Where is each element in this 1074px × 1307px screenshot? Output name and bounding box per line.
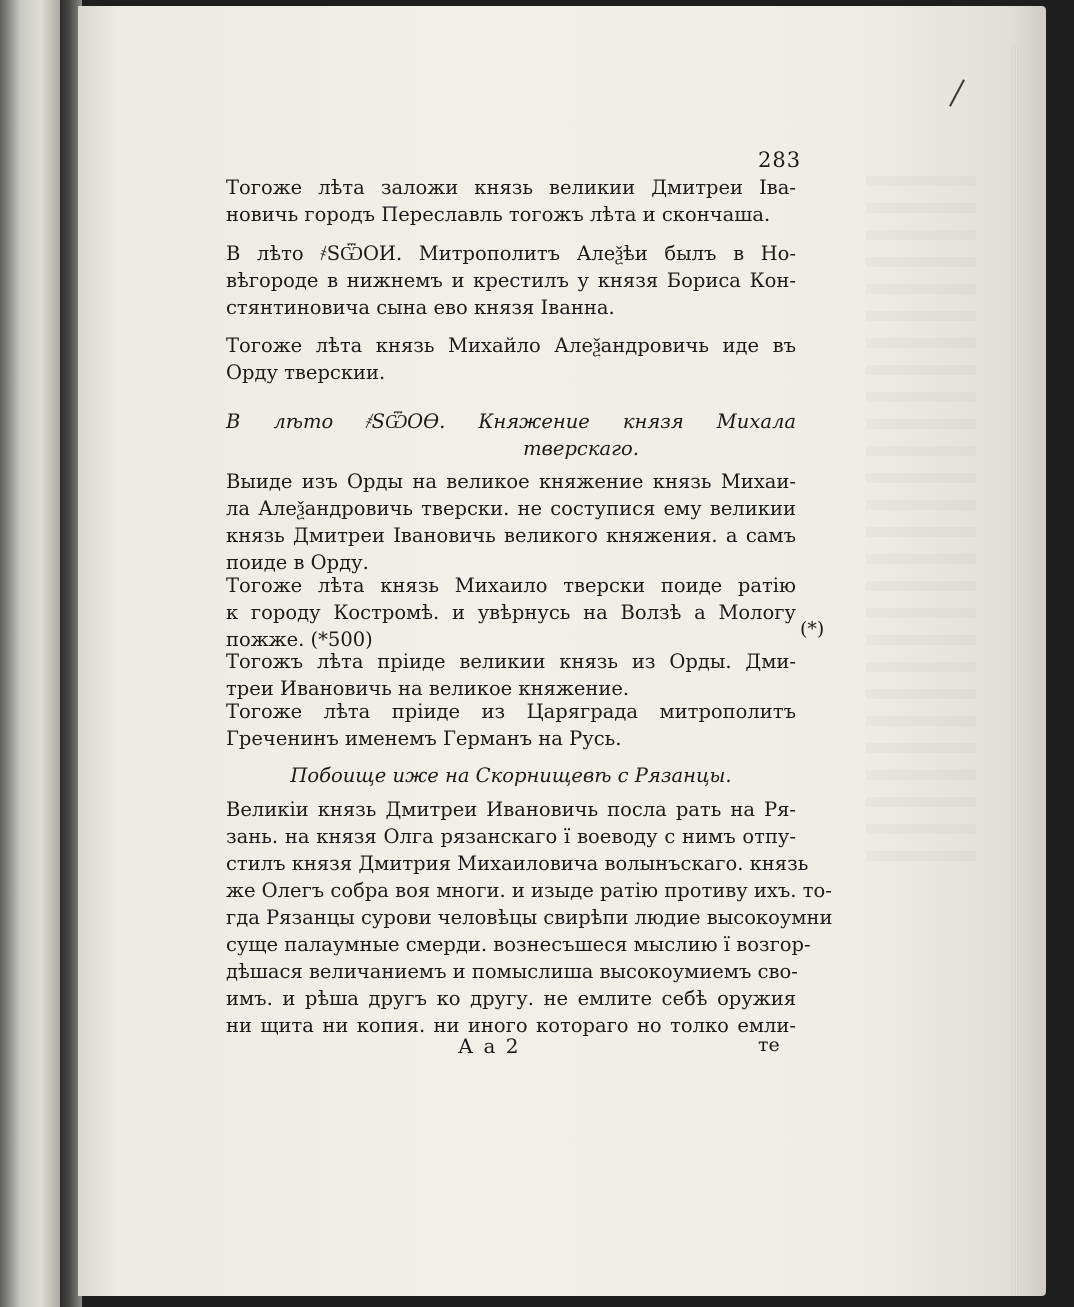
previous-page-edge (0, 0, 68, 1307)
heading-line: Побоище иже на Скорнищевѣ с Рязанцы. (290, 764, 732, 787)
section-heading-1 (226, 408, 796, 462)
show-through-text (866, 176, 976, 876)
text-line: В лѣто ҂ЅѾОИ. Митрополитъ Алеѯѣи былъ в Но- (226, 242, 796, 265)
text-line: Тогоже лѣта заложи князь великии Дмитреи Іва- (226, 176, 796, 199)
text-line: Тогожъ лѣта прiиде великии князь из Орды. Дми- (226, 650, 796, 673)
text-line: князь Дмитреи Івановичь великого княжения. а самъ (226, 524, 796, 547)
text-line: Греченинъ именемъ Германъ на Русь. (226, 727, 622, 750)
signature-mark: А а 2 (458, 1034, 521, 1058)
text-line: зань. на князя Олга рязанскаго ї воеводу с нимъ отпу- (226, 825, 796, 848)
text-line: же Олегъ собра воя многи. и изыде ратiю противу ихъ. то- (226, 879, 832, 902)
text-line: Великiи князь Дмитреи Ивановичь посла рать на Ря- (226, 798, 796, 821)
paragraph-8 (226, 796, 833, 1039)
text-line: ла Алеѯандровичь тверски. не соступися ему великии (226, 497, 796, 520)
text-line: дѣшася величаниемъ и помыслиша высокоумиемъ сво- (226, 960, 798, 983)
text-line: имъ. и рѣша другъ ко другу. не емлите себѣ оружия (226, 987, 796, 1010)
text-line: вѣгороде в нижнемъ и крестилъ у князя Бориса Кон- (226, 269, 796, 292)
paragraph-2 (226, 240, 796, 321)
paragraph-4 (226, 468, 796, 576)
text-line: новичь городъ Переславль тогожъ лѣта и скончаша. (226, 203, 771, 226)
page-stack-edge (1012, 46, 1024, 1296)
catchword: те (758, 1034, 780, 1056)
text-line: Выиде изъ Орды на великое княжение князь Михаи- (226, 470, 796, 493)
text-line: Тогоже лѣта князь Михайло Алеѯандровичь иде въ (226, 334, 796, 357)
text-line: Тогоже лѣта князь Михаило тверски поиде ратiю (226, 574, 796, 597)
text-line: стянтиновича сына ево князя Іванна. (226, 296, 615, 319)
section-heading-2 (226, 762, 796, 789)
paragraph-7 (226, 698, 796, 752)
text-line: треи Ивановичь на великое княжение. (226, 677, 630, 700)
text-line: Тогоже лѣта прiиде из Царяграда митрополитъ (226, 700, 796, 723)
text-line: суще палаумные смерди. вознесъшеся мыслию ї возгор- (226, 933, 811, 956)
text-line: ни щита ни копия. ни иного котораго но толко емли- (226, 1014, 796, 1037)
text-line: к городу Костромѣ. и увѣрнусь на Волзѣ а Мологу (226, 601, 796, 624)
paragraph-6 (226, 648, 796, 702)
text-line: стилъ князя Дмитрия Михаиловича волынъскаго. князь (226, 852, 809, 875)
text-line: пожже. (*500) (226, 628, 373, 651)
text-line: поиде в Орду. (226, 551, 369, 574)
heading-line: тверскаго. (523, 437, 639, 460)
paragraph-5 (226, 572, 796, 653)
text-line: гда Рязанцы сурови человѣцы свирѣпи людие высокоумни (226, 906, 833, 929)
text-line: Орду тверскии. (226, 361, 386, 384)
page-number: 283 (758, 148, 802, 172)
paragraph-3 (226, 332, 796, 386)
heading-line: В лѣто ҂ЅѾОѲ. Княжение князя Михала (226, 410, 796, 433)
paragraph-1 (226, 174, 796, 228)
margin-footnote-marker: (*) (800, 618, 825, 640)
